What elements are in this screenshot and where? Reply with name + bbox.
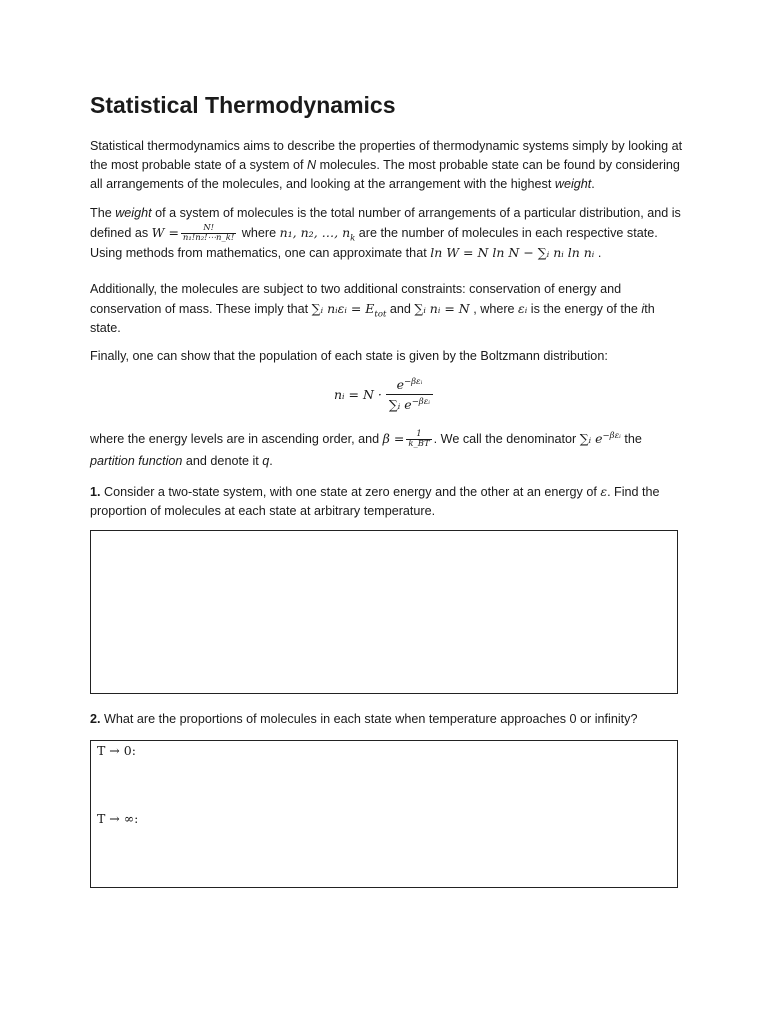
n-list-subscript: k bbox=[350, 233, 356, 244]
boltzmann-numerator bbox=[386, 377, 433, 395]
weight-text-a: The bbox=[90, 206, 116, 220]
question-1 bbox=[90, 482, 686, 521]
question-1-text-b: . Find the proportion of molecules at each state at arbitrary temperature. bbox=[90, 485, 660, 518]
answer-box-1[interactable] bbox=[90, 530, 678, 694]
intro-text-c: . bbox=[591, 177, 595, 191]
question-2-text: What are the proportions of molecules in each state when temperature approaches 0 or infinity? bbox=[100, 712, 638, 726]
weight-text-b: of a system of molecules is the total number of arrangements of a particular distribution, and is defined as bbox=[90, 206, 681, 240]
partition-sum-exponent: −βεᵢ bbox=[602, 430, 621, 441]
partition-text-c: the bbox=[620, 432, 642, 446]
intro-text-a: Statistical thermodynamics aims to describe the properties of thermodynamic systems simply by looking at the most probable state of a system of bbox=[90, 139, 683, 172]
boltzmann-fraction bbox=[386, 377, 433, 412]
intro-weight: weight bbox=[554, 177, 592, 191]
boltzmann-denominator bbox=[386, 395, 433, 412]
question-1-number: 1. bbox=[90, 485, 101, 499]
intro-n: N bbox=[307, 158, 317, 172]
constraints-text-c: , where bbox=[469, 302, 519, 316]
boltzmann-denominator-exponent: −βεᵢ bbox=[411, 396, 430, 407]
beta-denominator: k_BT bbox=[408, 439, 430, 450]
energy-constraint-subscript: tot bbox=[374, 309, 387, 320]
constraints-text-b: and bbox=[386, 302, 415, 316]
constraints-text-d: is the energy of the bbox=[527, 302, 642, 316]
beta-fraction bbox=[406, 430, 431, 449]
boltzmann-numerator-exponent: −βεᵢ bbox=[403, 376, 423, 387]
weight-equation-lhs: W = bbox=[151, 225, 179, 240]
weight-paragraph bbox=[90, 204, 686, 263]
stirling-approximation: ln W = N ln N − ∑ᵢ nᵢ ln nᵢ bbox=[430, 245, 595, 261]
weight-word: weight bbox=[115, 206, 152, 220]
page-title: Statistical Thermodynamics bbox=[90, 92, 396, 118]
partition-q: q bbox=[262, 454, 270, 468]
boltzmann-lhs: nᵢ = N · bbox=[334, 386, 382, 402]
boltzmann-numerator-base: e bbox=[396, 376, 404, 392]
weight-fraction bbox=[181, 224, 236, 243]
energy-constraint bbox=[311, 301, 387, 320]
partition-sum-base: ∑ᵢ e bbox=[579, 431, 603, 446]
n-list bbox=[279, 225, 356, 244]
partition-text-d: and denote it bbox=[182, 454, 263, 468]
boltzmann-equation bbox=[334, 372, 433, 416]
energy-constraint-text: ∑ᵢ nᵢεᵢ = E bbox=[311, 301, 375, 316]
weight-text-d: are the number of molecules in each respective state. Using methods from mathematics, one can approximate that bbox=[90, 226, 658, 261]
mass-constraint: ∑ᵢ nᵢ = N bbox=[414, 301, 470, 316]
question-2-number: 2. bbox=[90, 712, 101, 726]
partition-text-b: . We call the denominator bbox=[433, 432, 580, 446]
constraints-paragraph bbox=[90, 280, 686, 338]
constraints-text-a: Additionally, the molecules are subject to two additional constraints: conservation of energy and conservation of mass. These imply that bbox=[90, 282, 622, 316]
partition-text-e: . bbox=[269, 454, 273, 468]
beta-numerator: 1 bbox=[406, 430, 431, 440]
answer-line-t-zero: T → 0: bbox=[97, 743, 136, 758]
answer-box-2[interactable] bbox=[90, 740, 678, 888]
epsilon-i: εᵢ bbox=[518, 301, 528, 316]
ith-word: i bbox=[641, 302, 645, 316]
n-list-text: n₁, n₂, …, n bbox=[279, 225, 351, 240]
question-2 bbox=[90, 710, 686, 729]
intro-text-b: molecules. The most probable state can be found by considering all arrangements of the molecules, and looking at the arrangement with the highest bbox=[90, 158, 680, 191]
intro-paragraph bbox=[90, 137, 686, 194]
partition-text-a: where the energy levels are in ascending order, and bbox=[90, 432, 383, 446]
weight-fraction-denominator: n₁!n₂!⋯n_k! bbox=[182, 233, 235, 244]
partition-sum bbox=[580, 431, 621, 446]
question-1-text-a: Consider a two-state system, with one state at zero energy and the other at an energy of bbox=[100, 485, 601, 499]
question-1-epsilon: ε bbox=[600, 484, 608, 499]
answer-line-t-infinity: T → ∞: bbox=[97, 811, 139, 826]
boltzmann-intro: Finally, one can show that the population of each state is given by the Boltzmann distribution: bbox=[90, 349, 608, 363]
partition-paragraph bbox=[90, 428, 686, 472]
weight-fraction-numerator: N! bbox=[181, 224, 236, 234]
weight-text-c: where bbox=[238, 226, 280, 240]
partition-function-term: partition function bbox=[90, 454, 183, 468]
weight-text-e: . bbox=[594, 246, 602, 261]
boltzmann-denominator-base: ∑ᵢ e bbox=[388, 396, 412, 412]
constraints-text-e: th state. bbox=[90, 302, 655, 335]
beta-lhs: β = bbox=[382, 431, 405, 446]
